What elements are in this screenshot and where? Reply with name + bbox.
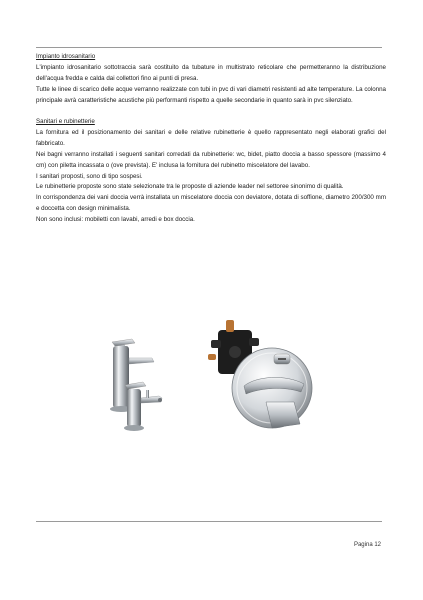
header-rule bbox=[36, 47, 382, 48]
paragraph: I sanitari proposti, sono di tipo sospesi. bbox=[36, 172, 143, 180]
bidet-mixer-image bbox=[124, 382, 162, 431]
section-heading-sanitary: Sanitari e rubinetterie bbox=[36, 118, 95, 126]
page-number: Pagina 12 bbox=[353, 542, 381, 548]
faucet-product-figure bbox=[96, 312, 336, 462]
paragraph: La fornitura ed il posizionamento dei sanitari e delle relative rubinetterie è quello rappresentato negli elaborati grafici del fabbricato. bbox=[36, 128, 386, 147]
shower-mixer-plate-image bbox=[232, 348, 312, 428]
paragraph: Tutte le linee di scarico delle acque verranno realizzate con tubi in pvc di vari diametri resistenti ad alte temperature. La colonna principale avrà caratteristiche acustiche più performanti rispetto a quelle secondarie in quanto sarà in pvc silenziato. bbox=[36, 85, 386, 104]
paragraph: In corrispondenza dei vani doccia verrà installata un miscelatore doccia con deviatore, dotata di soffione, diametro 200/300 mm e doccetta con design minimalista. bbox=[36, 194, 386, 213]
paragraph: Nei bagni verranno installati i seguenti sanitari corredati da rubinetterie: wc, bidet, piatto doccia a basso spessore (massimo 4 cm) con piletta incassata o (ove prevista). E' inclusa la fornitura del rubinetto miscelatore del lavabo. bbox=[36, 150, 386, 169]
section-heading-plumbing: Impianto idrosanitario bbox=[36, 53, 96, 60]
paragraph: Le rubinetterie proposte sono state selezionate tra le proposte di aziende leader nel settoree sinonimo di qualità. bbox=[36, 183, 344, 191]
paragraph: Non sono inclusi: mobiletti con lavabi, arredi e box doccia. bbox=[36, 216, 195, 224]
paragraph: L'impianto idrosanitario sottotraccia sarà costituito da tubature in multistrato reticolare che permetteranno la distribuzione dell'acqua fredda e calda dai collettori fino ai punti di presa. bbox=[36, 63, 386, 82]
footer-rule bbox=[36, 521, 382, 522]
document-body bbox=[36, 52, 386, 226]
